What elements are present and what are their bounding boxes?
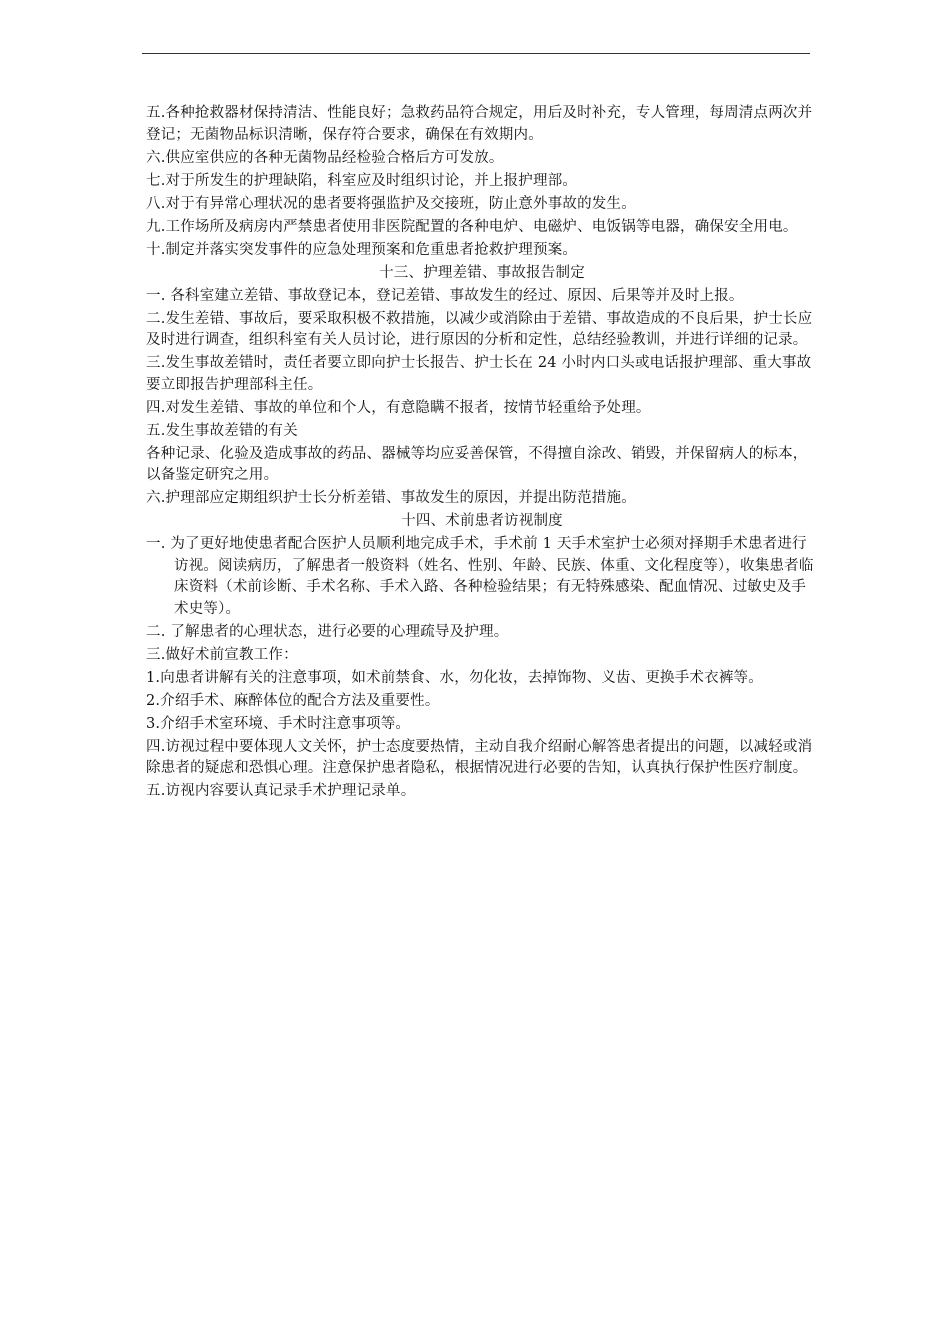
paragraph-records-preservation: 各种记录、化验及造成事故的药品、器械等均应妥善保管，不得擅自涂改、销毁，并保留病人的标本，以备鉴定研究之用。 [146, 445, 808, 483]
paragraph-concealment: 四.对发生差错、事故的单位和个人，有意隐瞒不报者，按情节轻重给予处理。 [146, 399, 651, 416]
paragraph-education: 三.做好术前宣教工作： [146, 646, 298, 663]
header-rule [142, 53, 810, 54]
paragraph-analysis: 六.护理部应定期组织护士长分析差错、事故发生的原因，并提出防范措施。 [146, 490, 636, 506]
paragraph-nursing-defects: 七.对于所发生的护理缺陷，科室应及时组织讨论，并上报护理部。 [146, 172, 578, 189]
paragraph-preop-visit: 一. 为了更好地使患者配合医护人员顺利地完成手术，手术前 1 天手术室护士必须对择期手术患者进行访视。阅读病历，了解患者一般资料（姓名、性别、年龄、民族、体重、文化程度等），收集患者临床资料（术前诊断、手术名称、手术入路、各种检验结果；有无特殊感染、配血情况、过敏史及手术史等）。 [146, 536, 814, 617]
section-heading-14: 十四、术前患者访视制度 [401, 513, 563, 529]
document-body [146, 103, 818, 804]
list-item-1: 1.向患者讲解有关的注意事项，如术前禁食、水，勿化妆，去掉饰物、义齿、更换手术衣裤等。 [146, 669, 763, 686]
paragraph-equipment: 五.各种抢救器材保持清洁、性能良好；急救药品符合规定，用后及时补充，专人管理，每周清点两次并登记；无菌物品标识清晰，保存符合要求，确保在有效期内。 [146, 105, 813, 143]
paragraph-abnormal-psychology: 八.对于有异常心理状况的患者要将强监护及交接班，防止意外事故的发生。 [146, 195, 636, 212]
paragraph-report-24h: 三.发生事故差错时，责任者要立即向护士长报告、护士长在 24 小时内口头或电话报护理部、重大事故要立即报告护理部科主任。 [146, 355, 812, 393]
paragraph-psychology: 二. 了解患者的心理状态，进行必要的心理疏导及护理。 [146, 623, 509, 640]
paragraph-related: 五.发生事故差错的有关 [146, 422, 298, 439]
paragraph-electrical-safety: 九.工作场所及病房内严禁患者使用非医院配置的各种电炉、电磁炉、电饭锅等电器，确保安全用电。 [146, 218, 798, 235]
paragraph-sterile-supply: 六.供应室供应的各种无菌物品经检验合格后方可发放。 [146, 149, 504, 166]
paragraph-remedial-measures: 二.发生差错、事故后，要采取积极不救措施，以减少或消除由于差错、事故造成的不良后果，护士长应及时进行调查，组织科室有关人员讨论，进行原因的分析和定性，总结经验教训，并进行详细的记录。 [146, 310, 813, 348]
list-item-2: 2.介绍手术、麻醉体位的配合方法及重要性。 [146, 692, 440, 709]
paragraph-record: 五.访视内容要认真记录手术护理记录单。 [146, 783, 416, 799]
paragraph-humanistic-care: 四.访视过程中要体现人文关怀，护士态度要热情，主动自我介绍耐心解答患者提出的问题，以减轻或消除患者的疑虑和恐惧心理。注意保护患者隐私，根据情况进行必要的告知，认真执行保护性医疗制度。 [146, 738, 813, 776]
paragraph-register: 一. 各科室建立差错、事故登记本，登记差错、事故发生的经过、原因、后果等并及时上报。 [146, 287, 744, 304]
section-heading-13: 十三、护理差错、事故报告制定 [379, 264, 585, 281]
paragraph-emergency-plan: 十.制定并落实突发事件的应急处理预案和危重患者抢救护理预案。 [146, 241, 578, 258]
list-item-3: 3.介绍手术室环境、手术时注意事项等。 [146, 715, 411, 732]
